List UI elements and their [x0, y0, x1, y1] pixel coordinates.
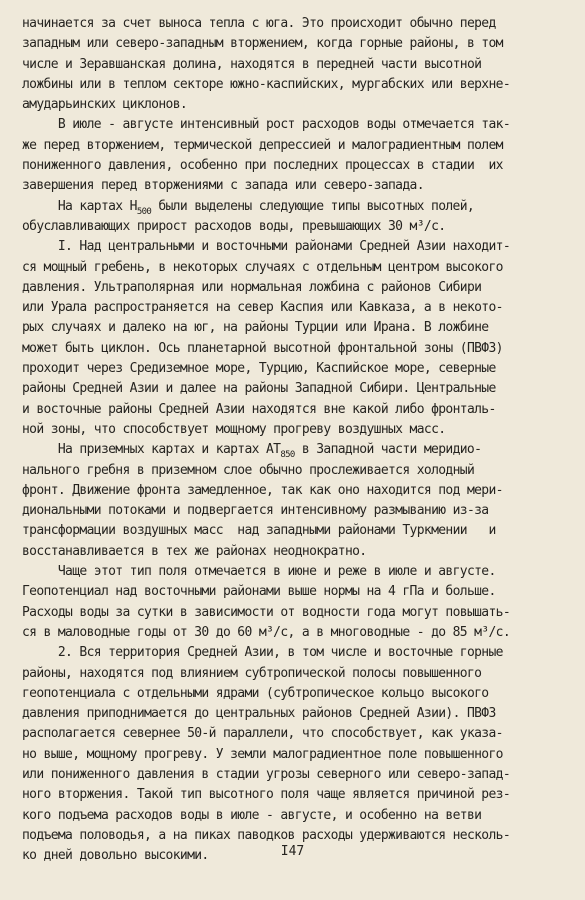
text-line: может быть циклон. Ось планетарной высотной фронтальной зоны (ПВФЗ)	[22, 340, 503, 356]
text-line: трансформации воздушных масс над западными районами Туркмении и	[22, 523, 496, 539]
text-line: В июле - августе интенсивный рост расходов воды отмечается так-	[22, 117, 511, 133]
text-line: Чаще этот тип поля отмечается в июне и реже в июле и августе.	[22, 564, 496, 580]
text-line: подъема половодья, а на пиках паводков расходы удерживаются несколь-	[22, 827, 511, 843]
text-line: районы, находятся под влиянием субтропической полосы повышенного	[22, 665, 482, 681]
text-line: нального гребня в приземном слое обычно прослеживается холодный	[22, 462, 475, 478]
text-line: или Урала распространяется на север Каспия или Кавказа, а в некото-	[22, 300, 503, 316]
text-line: Расходы воды за сутки в зависимости от водности года могут повышать-	[22, 604, 511, 620]
page-number: I47	[280, 844, 305, 859]
text-line: числе и Зеравшанская долина, находятся в передней части высотной	[22, 56, 482, 72]
text-line: ного вторжения. Такой тип высотного поля чаще является причиной рез-	[22, 787, 511, 803]
text-line: обуславливающих прирост расходов воды, превышающих 30 м³/с.	[22, 218, 446, 234]
text-line: ся в маловодные годы от 30 до 60 м³/с, а в многоводные - до 85 м³/с.	[22, 624, 511, 640]
text-line: ся мощный гребень, в некоторых случаях с отдельным центром высокого	[22, 259, 503, 275]
text-line: 2. Вся территория Средней Азии, в том числе и восточные горные	[22, 645, 503, 661]
text-line: проходит через Средиземное море, Турцию, Каспийское море, северные	[22, 361, 496, 377]
text-line: диональными потоками и подвергается интенсивному размыванию из-за	[22, 503, 489, 519]
text-line: амударьинских циклонов.	[22, 97, 188, 113]
text-line: но выше, мощному прогреву. У земли малоградиентное поле повышенного	[22, 746, 503, 762]
text-line: районы Средней Азии и далее на районы Западной Сибири. Центральные	[22, 381, 496, 397]
body-text	[22, 14, 570, 866]
text-line: и восточные районы Средней Азии находятся вне какой либо фронталь-	[22, 401, 496, 417]
text-line: рых случаях и далеко на юг, на районы Турции или Ирана. В ложбине	[22, 320, 489, 336]
text-line: ко дней довольно высокими.	[22, 848, 209, 864]
text-line: На приземных картах и картах $АТ_{850}$ в Западной части меридио-	[22, 442, 482, 461]
text-line: же перед вторжением, термической депрессией и малоградиентным полем	[22, 137, 503, 153]
text-line: I. Над центральными и восточными районами Средней Азии находит-	[22, 239, 511, 255]
text-line: завершения перед вторжениями с запада или северо-запада.	[22, 178, 424, 194]
text-line: пониженного давления, особенно при последних процессах в стадии их	[22, 158, 503, 174]
text-line: восстанавливается в тех же районах неоднократно.	[22, 543, 367, 559]
text-line: западным или северо-западным вторжением, когда горные районы, в том	[22, 36, 503, 52]
text-line: фронт. Движение фронта замедленное, так как оно находится под мери-	[22, 482, 503, 498]
text-line: давления. Ультраполярная или нормальная ложбина с районов Сибири	[22, 279, 482, 295]
text-line: располагается севернее 50-й параллели, что способствует, как указа-	[22, 726, 503, 742]
text-line: или пониженного давления в стадии угрозы северного или северо-запад-	[22, 766, 511, 782]
text-line: давления приподнимается до центральных районов Средней Азии). ПВФЗ	[22, 706, 496, 722]
text-line: начинается за счет выноса тепла с юга. Это происходит обычно перед	[22, 16, 496, 31]
text-line: геопотенциала с отдельными ядрами (субтропическое кольцо высокого	[22, 685, 489, 701]
text-line: ложбины или в теплом секторе южно-каспийских, мургабских или верхне-	[22, 76, 511, 92]
text-line: ной зоны, что способствует мощному прогреву воздушных масс.	[22, 421, 446, 437]
text-line: На картах $Н_{500}$ были выделены следующие типы высотных полей,	[22, 198, 475, 217]
text-line: кого подъема расходов воды в июле - августе, и особенно на ветви	[22, 807, 482, 823]
text-line: Геопотенциал над восточными районами выше нормы на 4 гПа и больше.	[22, 584, 496, 600]
